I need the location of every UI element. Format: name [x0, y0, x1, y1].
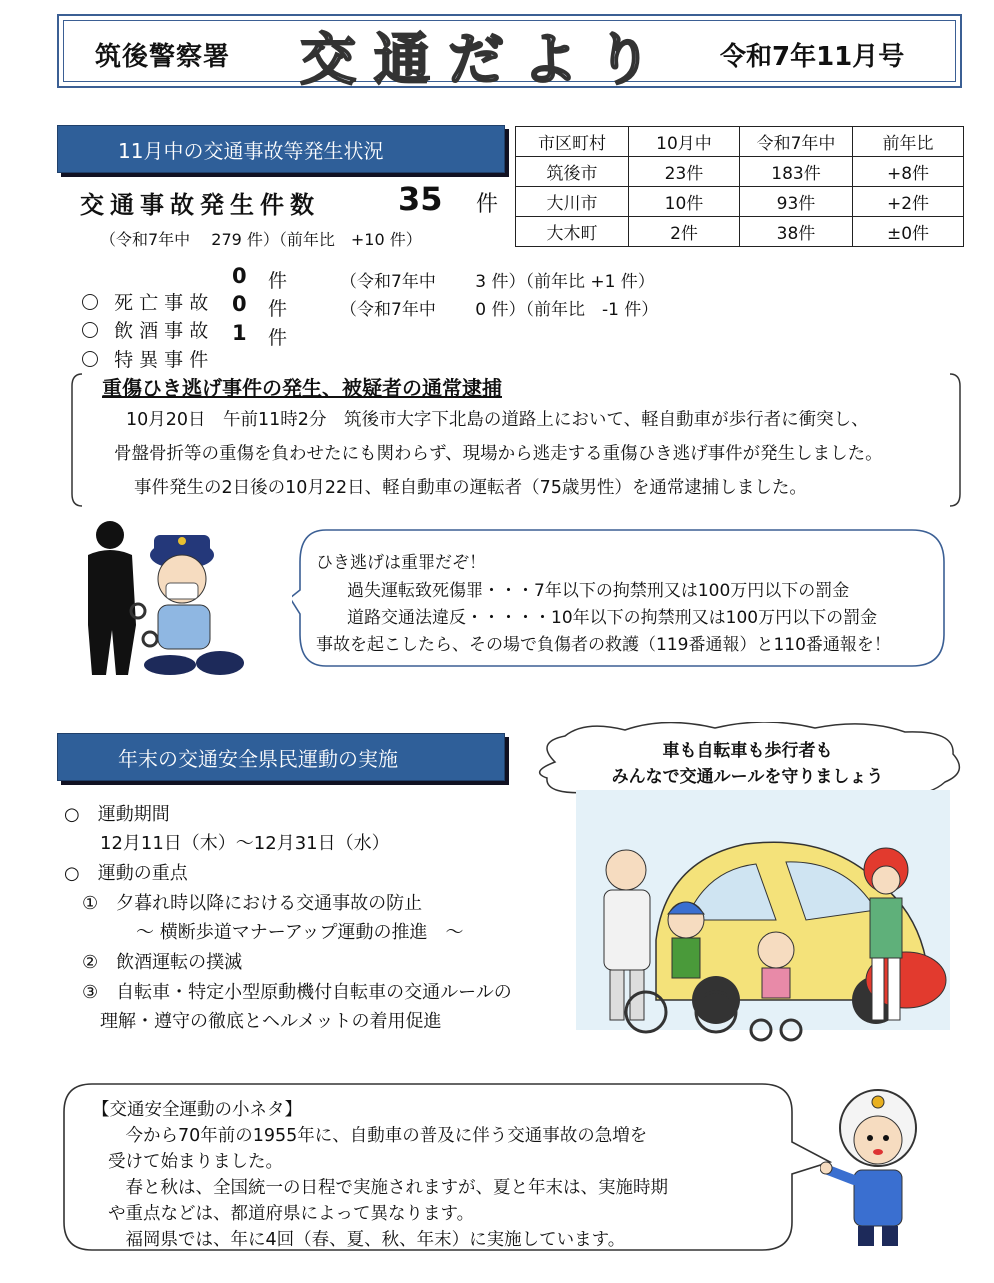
category-detail: （令和7年中 0 件）（前年比 -1 件） — [340, 300, 659, 320]
incident-text-line: 10月20日 午前11時2分 筑後市大字下北島の道路上において、軽自動車が歩行者に衝突し、 — [126, 410, 869, 430]
bubble-text-line: ひき逃げは重罪だぞ！ — [316, 553, 486, 573]
accident-count-value: 35 — [398, 180, 443, 218]
table-cell: 筑後市 — [516, 157, 629, 187]
table-row — [516, 157, 964, 187]
trivia-line: 受けて始まりました。 — [108, 1152, 283, 1172]
campaign-line: ② 飲酒運転の撲滅 — [64, 952, 243, 973]
table-cell: 23件 — [629, 157, 740, 187]
category-unit: 件 — [268, 270, 288, 292]
bubble-text-line: 事故を起こしたら、その場で負傷者の救護（119番通報）と110番通報を！ — [316, 635, 891, 655]
circle-bullet-icon — [82, 351, 98, 367]
campaign-line: 12月11日（木）～12月31日（水） — [64, 833, 390, 854]
category-count: 0 — [232, 292, 247, 316]
category-unit: 件 — [268, 327, 288, 349]
table-cell: +8件 — [853, 157, 964, 187]
accident-stats-table — [515, 126, 964, 247]
campaign-line: ○ 運動期間 — [64, 804, 170, 825]
newsletter-title: 交通だより — [300, 28, 670, 93]
campaign-slogan — [575, 738, 920, 790]
accident-count-detail: （令和7年中 279 件）（前年比 +10 件） — [100, 230, 422, 249]
table-header-cell: 前年比 — [853, 127, 964, 157]
incident-title: 重傷ひき逃げ事件の発生、被疑者の通常逮捕 — [102, 376, 502, 400]
campaign-line: ① 夕暮れ時以降における交通事故の防止 — [64, 893, 423, 914]
accident-count-unit: 件 — [476, 192, 499, 217]
issue-label: 令和7年11月号 — [720, 42, 905, 72]
bubble-text-line: 道路交通法違反・・・・・10年以下の拘禁刑又は100万円以下の罰金 — [330, 608, 878, 628]
trivia-line: や重点などは、都道府県によって異なります。 — [108, 1204, 475, 1224]
table-cell: 大川市 — [516, 187, 629, 217]
category-label: 特 異 事 件 — [114, 349, 209, 371]
trivia-line: 今から70年前の1955年に、自動車の普及に伴う交通事故の急増を — [108, 1126, 648, 1146]
incident-text-line: 事件発生の2日後の10月22日、軽自動車の運転者（75歳男性）を通常逮捕しました。 — [134, 478, 807, 498]
police-station-name: 筑後警察署 — [95, 42, 231, 72]
table-cell: 183件 — [740, 157, 853, 187]
category-unit: 件 — [268, 298, 288, 320]
table-cell: 93件 — [740, 187, 853, 217]
table-header-cell: 令和7年中 — [740, 127, 853, 157]
category-count: 0 — [232, 264, 247, 288]
suspect-silhouette-icon — [88, 521, 136, 675]
category-label: 飲 酒 事 故 — [114, 320, 209, 342]
slogan-line: 車も自転車も歩行者も — [662, 741, 833, 761]
section-title-accidents: 11月中の交通事故等発生状況 — [57, 125, 505, 173]
table-cell: 大木町 — [516, 217, 629, 247]
table-cell: ±0件 — [853, 217, 964, 247]
trivia-line: 春と秋は、全国統一の日程で実施されますが、夏と年末は、実施時期 — [108, 1178, 668, 1198]
table-row — [516, 187, 964, 217]
table-cell: +2件 — [853, 187, 964, 217]
category-label: 死 亡 事 故 — [114, 292, 209, 314]
table-row — [516, 217, 964, 247]
category-detail: （令和7年中 3 件）（前年比 +1 件） — [340, 272, 655, 292]
pointing-officer-illustration — [820, 1080, 930, 1250]
police-officer-icon — [144, 535, 244, 675]
table-cell: 38件 — [740, 217, 853, 247]
traffic-family-illustration — [576, 790, 950, 1052]
bubble-text-line: 過失運転致死傷罪・・・7年以下の拘禁刑又は100万円以下の罰金 — [330, 581, 850, 601]
section-title-campaign: 年末の交通安全県民運動の実施 — [57, 733, 505, 781]
slogan-line: みんなで交通ルールを守りましょう — [611, 767, 884, 787]
table-header-row — [516, 127, 964, 157]
table-header-cell: 市区町村 — [516, 127, 629, 157]
campaign-line: ○ 運動の重点 — [64, 863, 188, 884]
table-cell: 10件 — [629, 187, 740, 217]
trivia-line: 福岡県では、年に4回（春、夏、秋、年末）に実施しています。 — [108, 1230, 626, 1250]
table-header-cell: 10月中 — [629, 127, 740, 157]
accident-count-label: 交通事故発生件数 — [80, 191, 320, 219]
incident-text-line: 骨盤骨折等の重傷を負わせたにも関わらず、現場から逃走する重傷ひき逃げ事件が発生しました。 — [114, 444, 883, 464]
trivia-title: 【交通安全運動の小ネタ】 — [92, 1100, 302, 1120]
campaign-line: 理解・遵守の徹底とヘルメットの着用促進 — [64, 1011, 442, 1032]
category-count: 1 — [232, 321, 247, 345]
campaign-line: ③ 自転車・特定小型原動機付自転車の交通ルールの — [64, 982, 512, 1003]
arrest-illustration — [70, 515, 250, 680]
campaign-line: ～ 横断歩道マナーアップ運動の推進 ～ — [64, 922, 464, 943]
table-cell: 2件 — [629, 217, 740, 247]
category-special — [70, 323, 208, 372]
